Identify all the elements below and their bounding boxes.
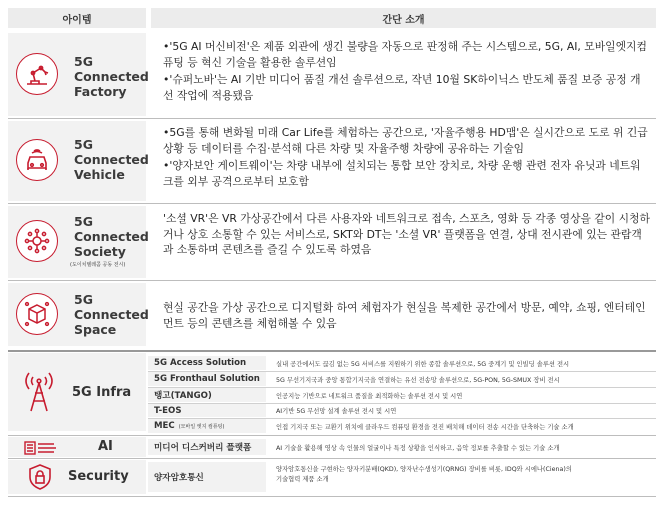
- sub-text: AI기반 5G 무선망 설계 솔루션 전시 및 시연: [276, 408, 397, 415]
- row-divider: [8, 435, 656, 436]
- sub-text: 인접 기지국 또는 교환기 위치에 클라우드 컴퓨팅 환경을 전진 배치해 데이터 전송 시간을 단축하는 기술 소개: [276, 424, 574, 431]
- desc-item: •'5G AI 머신비전'은 제품 외관에 생긴 불량을 자동으로 판정해 주는 시스템으로, 5G, AI, 모바일엣지컴퓨팅 등 혁신 기술을 활용한 솔루션임: [163, 40, 647, 69]
- description: [163, 39, 650, 105]
- sub-label: 미디어 디스커버리 플랫폼: [148, 439, 266, 455]
- item-cell: [8, 353, 146, 431]
- shield-lock-icon: [26, 463, 54, 491]
- row-divider: [8, 280, 656, 281]
- item-name: 5G Connected Vehicle: [74, 137, 149, 182]
- sub-text: 실내 공간에서도 끊김 없는 5G 서비스를 지원하기 위한 종합 솔루션으로, 5G 중계기 및 인빌딩 솔루션 전시: [276, 361, 570, 368]
- sub-label-note: (모바일 엣지 컴퓨팅): [178, 423, 225, 430]
- item-note: (도이치텔레콤 공동 전시): [70, 262, 126, 268]
- item-cell: [8, 460, 146, 494]
- row-divider: [8, 458, 656, 459]
- desc-item: •'슈퍼노바'는 AI 기반 미디어 품질 개선 솔루션으로, 작년 10월 SK하이닉스 반도체 품질 보증 공정 개선 작업에 적용됐음: [163, 73, 641, 102]
- robot-arm-icon: [16, 53, 58, 95]
- row-space: [8, 283, 656, 346]
- sub-label: 양자암호통신: [148, 462, 266, 492]
- row-vehicle: [8, 121, 656, 201]
- row-society: [8, 206, 656, 278]
- item-cell: [8, 283, 149, 346]
- desc-cell: [151, 206, 656, 278]
- item-name: AI: [98, 439, 113, 454]
- desc-item: •5G를 통해 변화될 미래 Car Life를 체험하는 공간으로, '자율주행용 HD맵'은 실시간으로 도로 위 긴급 상황 등 데이터를 수집·분석해 다른 차량 및 자율주행 차량에 공유하는 기술임: [163, 126, 648, 155]
- description: 현실 공간을 가상 공간으로 디지털화 하여 체험자가 현실을 복제한 공간에서 방문, 예약, 쇼핑, 엔터테인먼트 등의 콘텐츠를 체험해볼 수 있음: [163, 301, 646, 330]
- sub-text-line: 양자암호통신을 구현하는 양자키분배(QKD), 양자난수생성기(QRNG) 장비를 비롯, IDQ와 시에나(Ciena)의: [276, 466, 572, 473]
- header-desc: 간단 소개: [151, 8, 656, 28]
- item-name: 5G Connected Society: [74, 214, 149, 259]
- desc-cell: [151, 121, 656, 201]
- header-item: 아이템: [8, 8, 146, 28]
- description: '소셜 VR'은 VR 가상공간에서 다른 사용자와 네트워크로 접속, 스포츠, 영화 등 각종 영상을 같이 시청하거나 상호 소통할 수 있는 서비스로, SKT와 DT는 '소셜 VR' 플랫폼을 연결, 상대 전시관에 있는 관람객과 소통하며 콘텐츠를 즐길 수 있도록 하였음: [163, 212, 650, 256]
- item-cell: [8, 206, 149, 278]
- antenna-tower-icon: [22, 369, 56, 413]
- row-divider: [8, 203, 656, 204]
- item-name: 5G Connected Space: [74, 292, 149, 337]
- sub-label: 5G Access Solution: [148, 356, 266, 370]
- sub-label-text: MEC: [154, 421, 175, 431]
- network-people-icon: [16, 220, 58, 262]
- item-name: 5G Infra: [72, 385, 132, 400]
- sub-text: AI 기술을 활용해 영상 속 인물의 얼굴이나 특정 상황을 인식하고, 음악 정보를 추출할 수 있는 기술 소개: [276, 445, 560, 452]
- sub-label: 5G Fronthaul Solution: [148, 372, 266, 386]
- desc-cell: [151, 283, 656, 346]
- row-divider: [8, 118, 656, 119]
- sub-label: 탱고(TANGO): [148, 388, 266, 402]
- description: [163, 125, 650, 191]
- sub-text: 5G 무선기지국과 중앙 통합기지국을 연결하는 유선 전송망 솔루션으로, 5G-PON, 5G-SMUX 장비 전시: [276, 377, 560, 384]
- item-cell: [8, 33, 149, 116]
- desc-item: •'양자보안 게이트웨이'는 차량 내부에 설치되는 통합 보안 장치로, 차량 운행 관련 전자 유닛과 네트워크를 외부 공격으로부터 보호함: [163, 159, 641, 188]
- sub-text: 인공지능 기반으로 네트워크 품질을 최적화하는 솔루션 전시 및 시연: [276, 393, 463, 400]
- row-factory: [8, 33, 656, 116]
- car-icon: [16, 139, 58, 181]
- item-name: 5G Connected Factory: [74, 54, 149, 99]
- desc-cell: [151, 33, 656, 116]
- cube-network-icon: [16, 293, 58, 335]
- item-cell: [8, 121, 149, 201]
- sub-label: [148, 419, 266, 433]
- sub-label: T-EOS: [148, 404, 266, 417]
- row-divider: [8, 496, 656, 497]
- sub-text: [276, 465, 572, 485]
- item-cell: [8, 437, 146, 457]
- sub-text-line: 기술협력 제품 소개: [276, 476, 329, 483]
- row-divider: [8, 350, 656, 352]
- item-name: Security: [68, 469, 129, 484]
- film-strip-icon: [24, 440, 58, 454]
